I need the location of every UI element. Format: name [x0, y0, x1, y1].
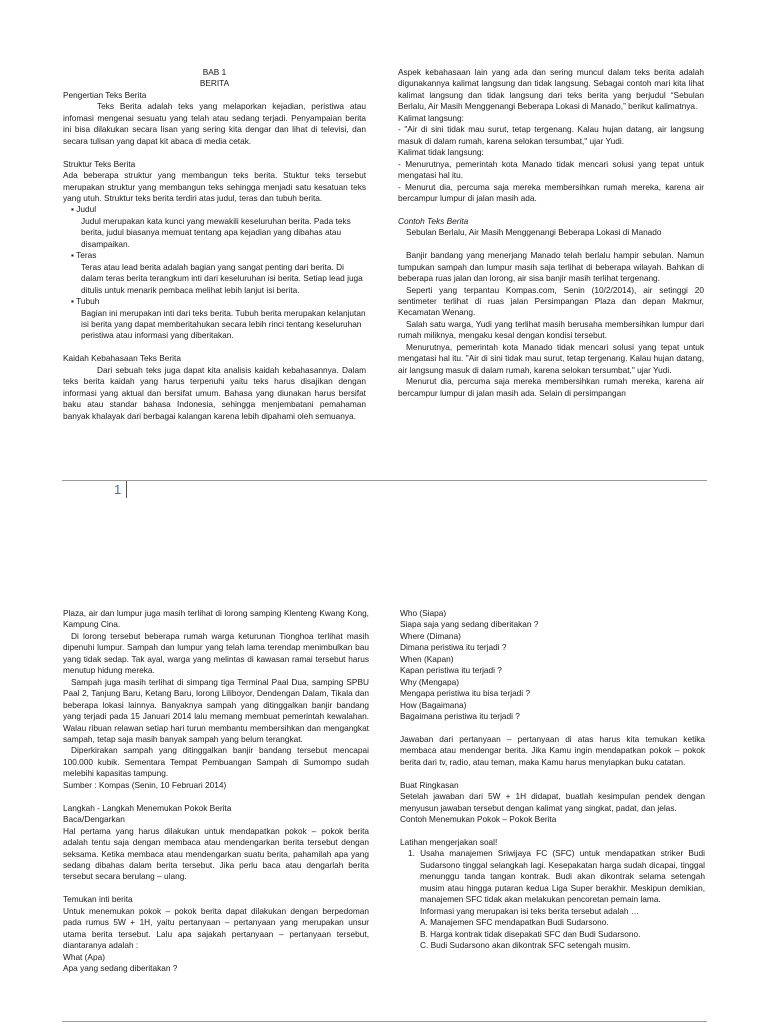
paragraph-teras: Teras atau lead berita adalah bagian yang sangat penting dari berita. Di dalam teras berita terangkum inti dari keseluruhan isi berita. Setiap lead juga ditulis untuk menarik pembaca melihat lebih lanjut isi berita. [81, 261, 363, 295]
news-paragraph-9: Diperkirakan sampah yang ditinggalkan banjir bandang tersebut mencapai 100.000 kubik. Sementara Tempat Pembuangan Sampah di Sumompo sudah melebihi kapasitas tampung. [63, 745, 369, 779]
heading-kalimat-tidak-langsung: Kalimat tidak langsung: [398, 147, 484, 158]
paragraph-ringkasan: Setelah jawaban dari 5W + 1H didapat, buatlah kesimpulan pendek dengan menyusun jawaban tersebut dengan kalimat yang singkat, padat, dan jelas. [400, 791, 705, 813]
paragraph-jawaban: Jawaban dari pertanyaan – pertanyaan di atas harus kita temukan ketika membaca atau mendengar berita. Jika Kamu ingin mendapatkan pokok – pokok berita dari tv, radio, atau teman, maka Kamu harus menyiapkan buku catatan. [400, 733, 705, 767]
page2-left-column [63, 608, 369, 974]
bullet-tubuh: ▪ Tubuh [71, 296, 100, 307]
news-paragraph-3: Salah satu warga, Yudi yang terlihat masih berusaha membersihkan lumpur dari rumah miliknya, mengaku kesal dengan kondisi tersebut. [398, 318, 704, 341]
chapter-title: BERITA [199, 78, 230, 89]
paragraph-baca: Hal pertama yang harus dilakukan untuk mendapatkan pokok – pokok berita adalah tentu saja dengan membaca atau mendengarkan berita tersebut dengan seksama. Ketika membaca atau mendengarkan suatu berita, pahamilah apa yang sedang dibahas dalam berita tersebut. Jika perlu baca atau dengarlah berita tersebut secara berulang – ulang. [63, 825, 369, 882]
heading-temukan: Temukan inti berita [63, 894, 133, 905]
page1-left-column [63, 67, 366, 422]
heading-contoh-teks-berita: Contoh Teks Berita [398, 215, 469, 226]
option-a: A. Manajemen SFC mendapatkan Budi Sudarsono. [420, 917, 609, 928]
paragraph-struktur: Ada beberapa struktur yang membangun teks berita. Stuktur teks tersebut merupakan struktur yang membangun teks sehingga menjadi satu kesatuan teks yang utuh. Struktur teks berita terdiri atas judul, teras dan tubuh berita. [63, 170, 366, 203]
question-when: When (Kapan) [400, 653, 454, 664]
news-paragraph-8: Sampah juga masih terlihat di simpang tiga Terminal Paal Dua, samping SPBU Paal 2, Tanjung Baru, Ketang Baru, lorong Liliboyor, Dendengan Dalam, Tikala dan beberapa lokasi lainnya. Banyaknya sampah yang ditinggalkan banjir bandang yang terjadi pada 15 Januari 2014 lalu memang membuat pemerintah kewalahan. Walau ribuan relawan setiap hari turun membantu membersihkan dan mengangkat sampah, tetap saja masih banyak sampah yang belum terangkat. [63, 676, 369, 744]
heading-pengertian: Pengertian Teks Berita [63, 89, 147, 100]
question-where-detail: Dimana peristiwa itu terjadi ? [400, 642, 507, 653]
question-why: Why (Mengapa) [400, 676, 460, 687]
heading-kaidah: Kaidah Kebahasaan Teks Berita [63, 353, 181, 364]
news-paragraph-7: Di lorong tersebut beberapa rumah warga keturunan Tionghoa terlihat masih dipenuhi lumpur. Sampah dan lumpur yang telah lama terendap menimbulkan bau yang tidak sedap. Tak ayal, warga yang melintas di kawasan ramai tersebut harus menutup hidung mereka. [63, 630, 369, 676]
option-b: B. Harga kontrak tidak disepakati SFC dan Budi Sudarsono. [420, 928, 641, 939]
question-what-detail: Apa yang sedang diberitakan ? [63, 963, 178, 974]
paragraph-kaidah: Dari sebuah teks juga dapat kita analisis kaidah kebahasannya. Dalam teks berita kaidah yang harus terpenuhi yaitu teks harus disajikan dengan informasi yang aktual dan bersifat umum. Bahasa yang diunakan harus bersifat baku atau standar bahasa Indonesia, sehingga menjembatani pemahaman banyak khalayak dari berbagai kalangan karena lebih dipahami oleh semuanya. [63, 364, 366, 421]
news-title: Sebulan Berlalu, Air Masih Menggenangi Beberapa Lokasi di Manado [406, 227, 662, 238]
news-paragraph-2: Seperti yang terpantau Kompas.com, Senin (10/2/2014), air setinggi 20 sentimeter terlihat di ruas jalan Persimpangan Plaza dan depan Makmur, Kecamatan Wenang. [398, 284, 704, 318]
news-paragraph-1: Banjir bandang yang menerjang Manado telah berlalu hampir sebulan. Namun tumpukan sampah dan lumpur masih saja terlihat di beberapa wilayah. Bahkan di beberapa ruas jalan dan lorong, air sisa banjir masih terlihat tergenang. [398, 250, 704, 284]
question-who-detail: Siapa saja yang sedang diberitakan ? [400, 619, 539, 630]
option-c: C. Budi Sudarsono akan dikontrak SFC setengah musim. [420, 940, 631, 951]
heading-kalimat-langsung: Kalimat langsung: [398, 112, 464, 123]
page-1-footer-rule [62, 480, 707, 481]
chapter-number: BAB 1 [202, 67, 227, 77]
news-source: Sumber : Kompas (Senin, 10 Februari 2014) [63, 779, 227, 790]
exercise-question-1: 1. Usaha manajemen Sriwijaya FC (SFC) untuk mendapatkan striker Budi Sudarsono tinggal selangkah lagi. Kesepakatan harga sudah dicapai, tinggal menunggu tanda tangan kontrak. Budi akan dikontrak selama setengah musim atau hingga putaran kedua Liga Super berakhir. Meskipun demikian, manajemen SFC tidak akan melakukan pencoretan pemain lama. [408, 848, 705, 905]
paragraph-tidak-langsung-2: - Menurut dia, percuma saja mereka membersihkan rumah mereka, karena air bercampur lumpur di jalan masih ada. [398, 181, 704, 203]
paragraph-tidak-langsung-1: - Menurutnya, pemerintah kota Manado tidak mencari solusi yang tepat untuk mengatasi hal itu. [398, 158, 704, 181]
bullet-teras: ▪ Teras [71, 250, 97, 261]
page-number-divider [126, 481, 127, 498]
news-paragraph-5: Menurut dia, percuma saja mereka membersihkan rumah mereka, karena air bercampur lumpur di jalan masih ada. Selain di persimpangan [398, 376, 704, 398]
question-how: How (Bagaimana) [400, 699, 467, 710]
page-number: 1 [114, 482, 122, 497]
paragraph-pengertian: Teks Berita adalah teks yang melaporkan kejadian, peristiwa atau infomasi mengenai sesuatu yang telah atau sedang terjadi. Penyampaian berita ini bisa dilakukan secara lisan yang sering kita dengar dan lihat di televisi, dan secara tulisan yang dapat kit abaca di media cetak. [63, 101, 366, 146]
heading-contoh-pokok: Contoh Menemukan Pokok – Pokok Berita [400, 814, 557, 825]
paragraph-kalimat-langsung: - "Air di sini tidak mau surut, tetap tergenang. Kalau hujan datang, air langsung masuk di dalam rumah, karena selokan tersumbat," ujar Yudi. [398, 124, 704, 146]
page-2-footer-rule [62, 1021, 707, 1022]
heading-ringkasan: Buat Ringkasan [400, 779, 459, 790]
heading-latihan: Latihan mengerjakan soal! [400, 837, 498, 848]
question-why-detail: Mengapa peristiwa itu bisa terjadi ? [400, 688, 531, 699]
page1-right-column [398, 67, 704, 399]
paragraph-judul: Judul merupakan kata kunci yang mewakili keseluruhan berita. Pada teks berita, judul biasanya memuat tentang apa kejadian yang dibahas atau disampaikan. [81, 215, 351, 249]
heading-langkah: Langkah - Langkah Menemukan Pokok Berita [63, 802, 232, 813]
news-paragraph-4: Menurutnya, pemerintah kota Manado tidak mencari solusi yang tepat untuk mengatasi hal itu. "Air di sini tidak mau surut, tetap tergenang. Kalau hujan datang, air langsung masuk di dalam rumah, karena selokan tersumbat," ujar Yudi. [398, 341, 704, 375]
page2-right-column [400, 608, 705, 952]
heading-struktur: Struktur Teks Berita [63, 158, 136, 169]
question-when-detail: Kapan peristiwa itu terjadi ? [400, 665, 502, 676]
question-how-detail: Bagaimana peristiwa itu terjadi ? [400, 711, 520, 722]
paragraph-tubuh: Bagian ini merupakan inti dari teks berita. Tubuh berita merupakan kelanjutan isi berita yang dapat memberitahukan secara lebih rinci tentang keseluruhan peristiwa atau informasi yang diberitakan. [81, 307, 366, 341]
question-where: Where (Dimana) [400, 630, 461, 641]
paragraph-temukan: Untuk menemukan pokok – pokok berita dapat dilakukan dengan berpedoman pada rumus 5W + 1H, yaitu pertanyaan – pertanyaan yang merupakan unsur utama berita tersebut. Lalu apa sajakah pertanyaan – pertanyaan tersebut, diantaranya adalah : [63, 905, 369, 951]
news-paragraph-6: Plaza, air dan lumpur juga masih terlihat di lorong samping Klenteng Kwang Kong, Kampung Cina. [63, 608, 369, 630]
question-what: What (Apa) [63, 951, 105, 962]
paragraph-aspek: Aspek kebahasaan lain yang ada dan sering muncul dalam teks berita adalah digunakannya kalimat langsung dan tidak langsung. Sebagai contoh mari kita lihat kalimat langsung dan tidak langsung dari teks berita yang berjudul “Sebulan Berlalu, Air Masih Menggenangi Beberapa Lokasi di Manado,” berikut kalimatnya. [398, 67, 704, 112]
exercise-question-1-prompt: Informasi yang merupakan isi teks berita tersebut adalah … [420, 905, 640, 916]
bullet-judul: ▪ Judul [71, 204, 97, 215]
heading-baca: Baca/Dengarkan [63, 814, 125, 825]
question-who: Who (Siapa) [400, 608, 447, 618]
